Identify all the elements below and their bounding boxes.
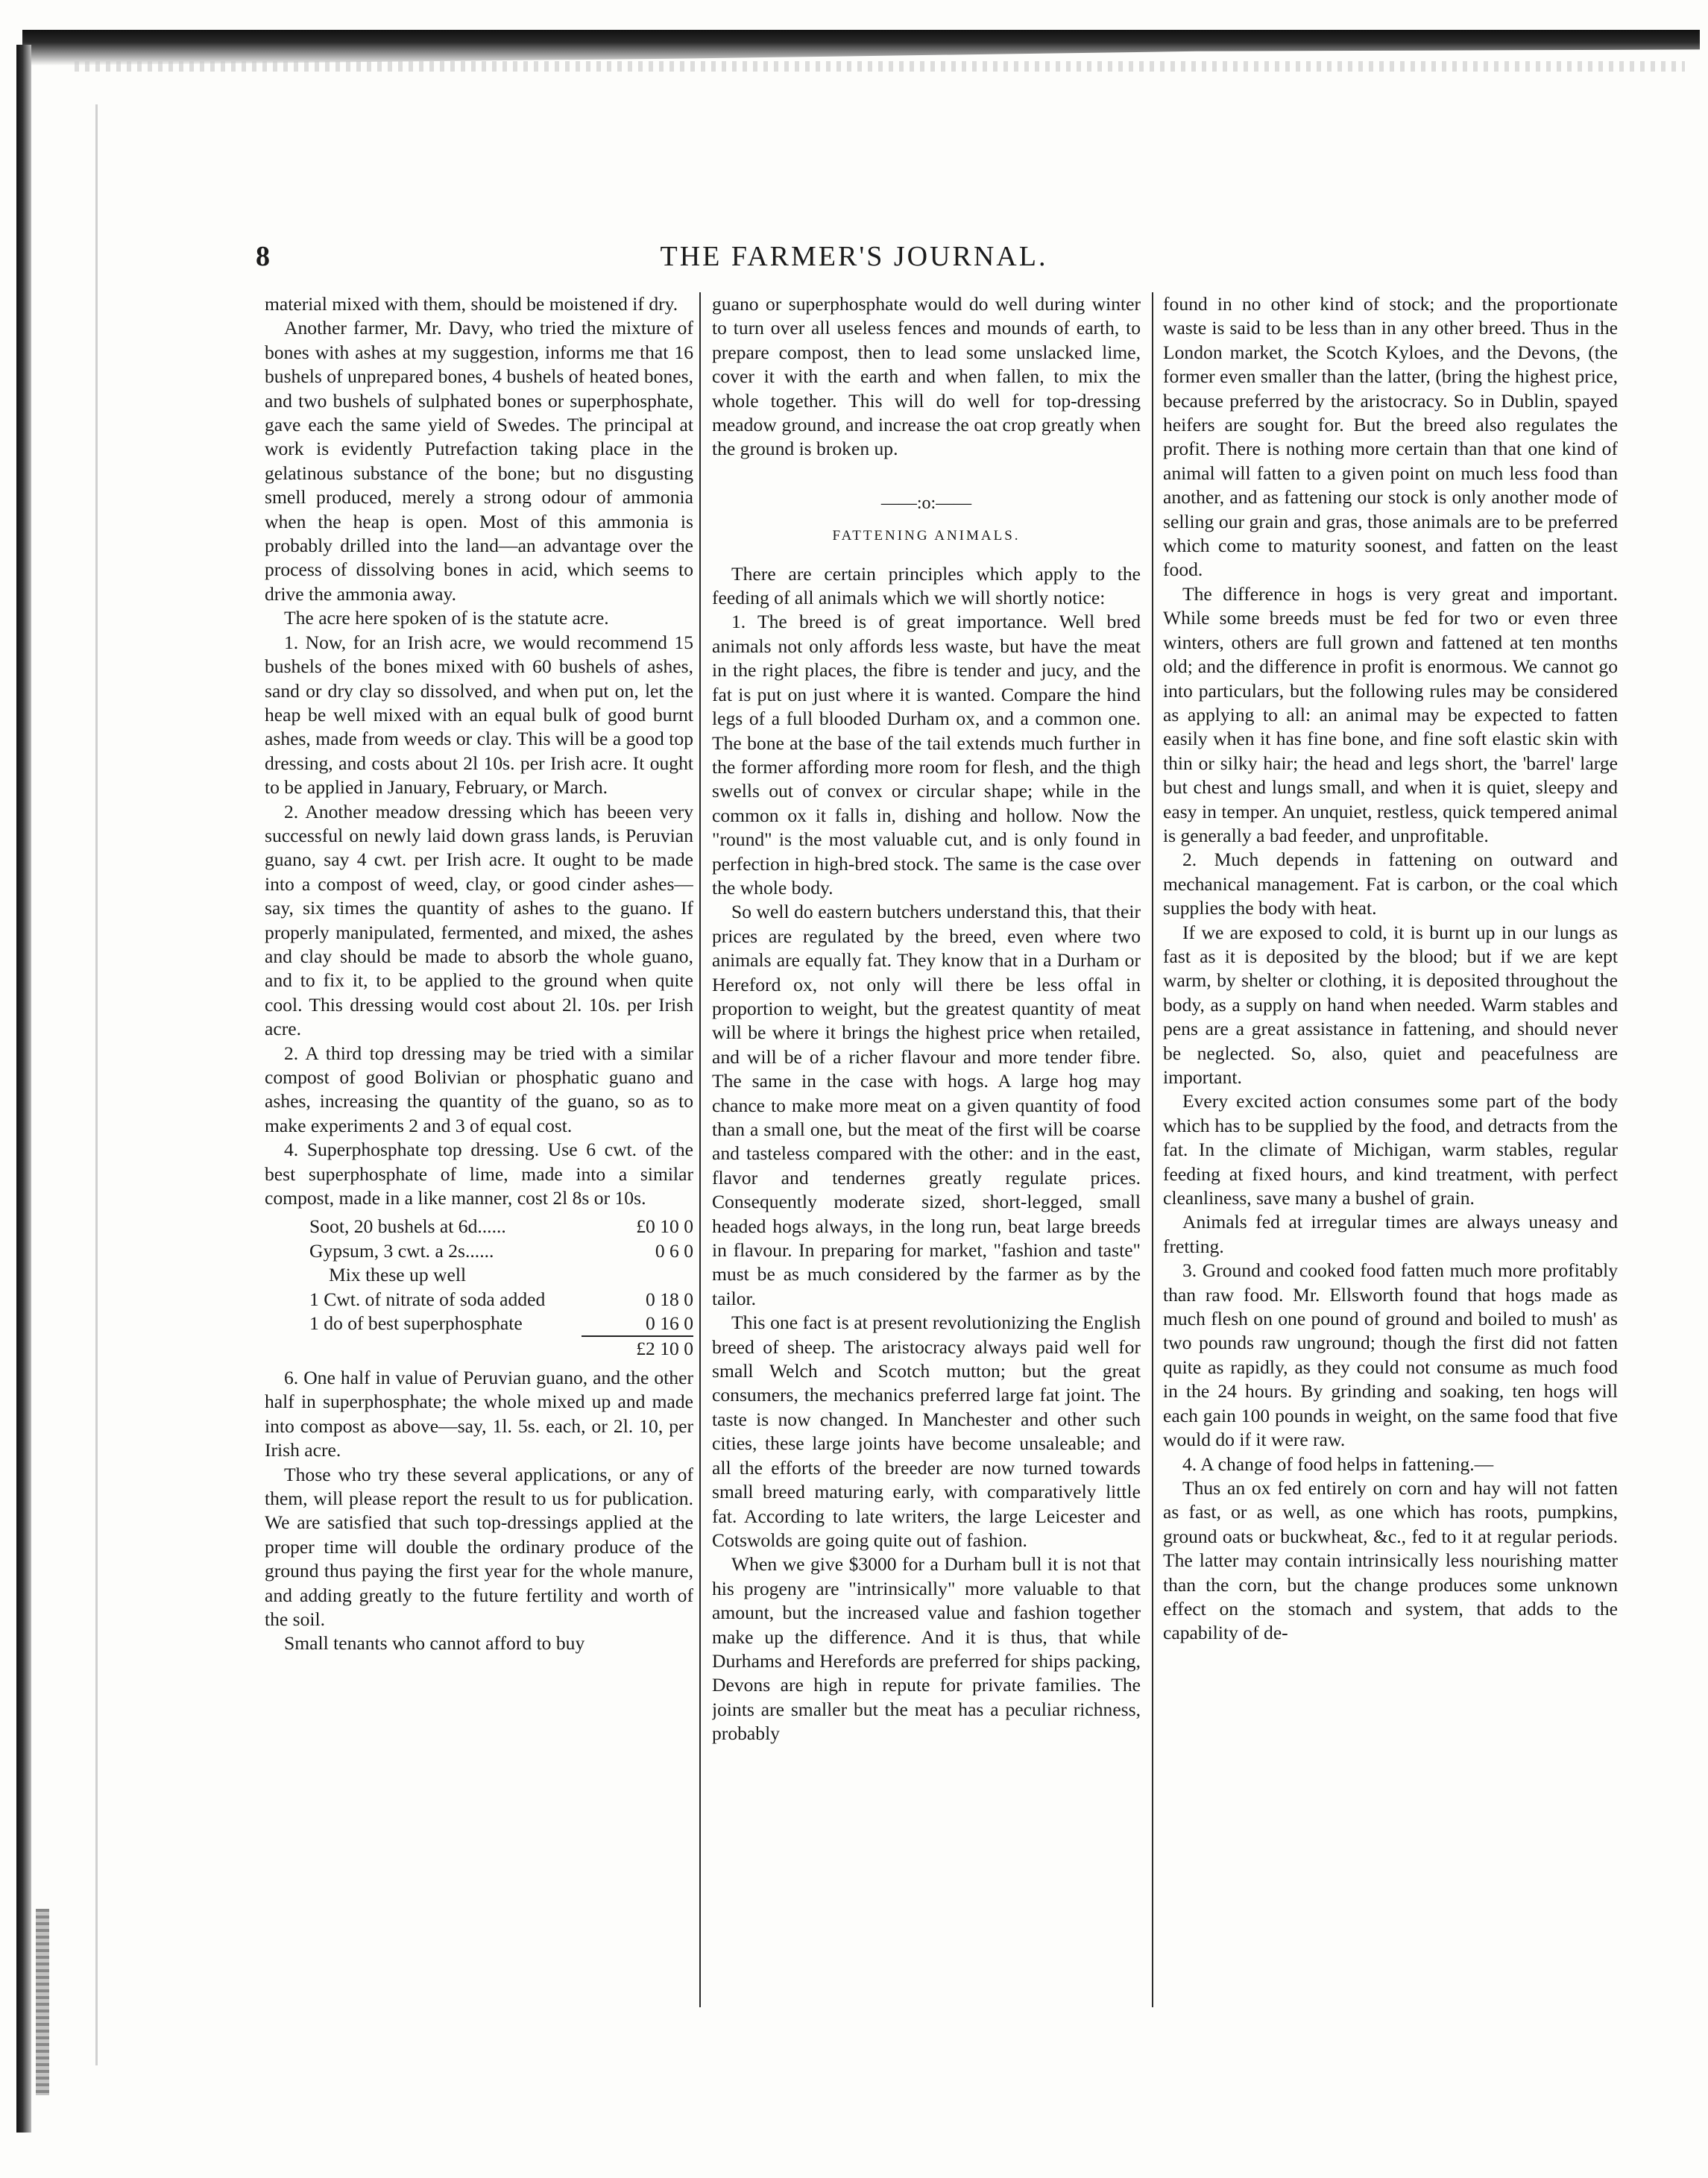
column-2 xyxy=(712,292,1141,2007)
paragraph: Another farmer, Mr. Davy, who tried the mixture of bones with ashes at my suggestion, informs me that 16 bushels of unprepared bones, 4 bushels of heated bones, and two bushels of sulphated bones or superphosphate, gave each the same yield of Swedes. The principal at work is evidently Putrefaction taking place in the gelatinous substance of the bone; but no disgusting smell produced, merely a strong odour of ammonia when the heap is open. Most of this ammonia is probably drilled into the land—an advantage over the process of dissolving bones in acid, which seems to drive the ammonia away. xyxy=(265,317,693,605)
ledger-amount: 0 18 0 xyxy=(646,1288,693,1310)
article-columns xyxy=(265,292,1640,2007)
paragraph: There are certain principles which apply to the feeding of all animals which we will shortly notice: xyxy=(712,562,1141,609)
column-3 xyxy=(1163,292,1618,2007)
paragraph: 4. Superphosphate top dressing. Use 6 cwt. of the best superphosphate of lime, made into a similar compost, made in a like manner, cost 2l 8s or 10s. xyxy=(265,1139,693,1209)
paragraph: 2. A third top dressing may be tried with a similar compost of good Bolivian or phosphatic guano and ashes, increasing the quantity of the guano, so as to make experiments 2 and 3 of equal cost. xyxy=(265,1042,693,1136)
section-heading: FATTENING ANIMALS. xyxy=(832,528,1021,544)
column-1 xyxy=(265,292,693,2007)
scan-edge-left-line xyxy=(95,104,98,2065)
paragraph: This one fact is at present revolutionizing the English breed of sheep. The aristocracy always paid well for small Welch and Scotch mutton; but the great consumers, the mechanics preferred large fat joint. The taste is now changed. In Manchester and other such cities, these large joints have become unsaleable; and all the efforts of the breeder are now turned towards small breed maturing early, with comparatively little fat. According to late writers, the large Leicester and Cotswolds are going quite out of fashion. xyxy=(712,1312,1141,1551)
scan-edge-left-band xyxy=(16,45,31,2133)
column-rule xyxy=(1152,292,1153,2007)
ledger-total-row xyxy=(309,1337,693,1361)
paragraph: 1. The breed is of great importance. Well bred animals not only affords less waste, but have the meat in the right places, the fibre is tender and jucy, and the fat is put on just where it is wanted. Compare the hind legs of a full blooded Durham ox, and a common one. The bone at the base of the tail extends much further in the former affording more room for flesh, and the thigh swells out of convex or circular shape; while in the common ox it falls in, dishing and hollow. Now the "round" is the most valuable cut, and is only found in perfection in high-bred stock. The same is the case over the whole body. xyxy=(712,611,1141,898)
running-head xyxy=(0,240,1708,277)
paragraph: So well do eastern butchers understand this, that their prices are regulated by the breed, even where two animals are equally fat. They know that in a Durham or Hereford ox, not only will there be less offal in proportion to weight, but the greatest quantity of meat will be where it brings the highest price when retailed, and will be of a richer flavour and more tender fibre. The same in the case with hogs. A large hog may chance to make more meat on a given quantity of food than a small one, but the meat of the first will be coarse and tasteless compared with the other: and in the east, flavor and tendernes greatly regulate prices. Consequently moderate sized, short-legged, small headed hogs always, in the long run, beat large breeds in flavour. In preparing for market, "fashion and taste" must be as much considered by the farmer as by the tailor. xyxy=(712,901,1141,1309)
ledger-row xyxy=(309,1288,693,1312)
section-ornament: ——:o:—— xyxy=(880,493,972,513)
ledger-item: Soot, 20 bushels at 6d...... xyxy=(309,1215,506,1238)
ledger-item: Gypsum, 3 cwt. a 2s...... xyxy=(309,1239,494,1262)
ledger-item: 1 Cwt. of nitrate of soda added xyxy=(309,1288,546,1310)
cost-ledger xyxy=(309,1215,693,1361)
paragraph: Those who try these several applications, or any of them, will please report the result to us for publication. We are satisfied that such top-dressings applied at the proper time will double the ordinary produce of the ground thus paying the first year for the whole manure, and adding greatly to the future fertility and worth of the soil. xyxy=(265,1463,693,1630)
ledger-row xyxy=(309,1239,693,1263)
ledger-amount: £0 10 0 xyxy=(636,1215,693,1238)
paragraph: Small tenants who cannot afford to buy xyxy=(284,1632,585,1655)
paragraph: 4. A change of food helps in fattening.— xyxy=(1182,1452,1494,1475)
scan-edge-noise xyxy=(75,61,1685,72)
paragraph: material mixed with them, should be moistened if dry. xyxy=(265,293,678,315)
scan-edge-left-noise xyxy=(36,1909,49,2095)
paragraph: The difference in hogs is very great and important. While some breeds must be fed for two or even three winters, others are full grown and fattened at ten months old; and the difference in profit is enormous. We cannot go into particulars, but the following rules may be considered as applying to all: an animal may be expected to fatten easily when it has fine bone, and fine soft elastic skin with thin or silky hair; the head and legs short, the 'barrel' large but chest and lungs small, and when it is quiet, sleepy and easy in temper. An unquiet, restless, quick tempered animal is generally a bad feeder, and unprofitable. xyxy=(1163,582,1618,846)
ledger-total: £2 10 0 xyxy=(636,1338,693,1360)
ledger-amount: 0 6 0 xyxy=(655,1239,693,1262)
paragraph: 1. Now, for an Irish acre, we would recommend 15 bushels of the bones mixed with 60 bushels of ashes, sand or dry clay so dissolved, and when put on, let the heap be well mixed with an equal bulk of good burnt ashes, made from weeds or clay. This will be a good top dressing, and costs about 2l 10s. per Irish acre. It ought to be applied in January, February, or March. xyxy=(265,631,693,799)
page-number: 8 xyxy=(256,241,270,272)
ledger-row xyxy=(309,1263,693,1287)
paragraph: 6. One half in value of Peruvian guano, and the other half in superphosphate; the whole mixed up and made into compost as above—say, 1l. 5s. each, or 2l. 10, per Irish acre. xyxy=(265,1366,693,1461)
paragraph: If we are exposed to cold, it is burnt up in our lungs as fast as it is deposited by the blood; but if we are kept warm, by shelter or clothing, it is deposited throughout the body, as a supply on hand when needed. Warm stables and pens are a great assistance in fattening, and should never be neglected. So, also, quiet and peacefulness are important. xyxy=(1163,921,1618,1088)
paragraph: 2. Another meadow dressing which has beeen very successful on newly laid down grass lands, is Peruvian guano, say 4 cwt. per Irish acre. It ought to be made into a compost of weed, clay, or good cinder ashes—say, six times the quantity of ashes to the guano. If properly manipulated, fermented, and mixed, the ashes and clay should be made to absorb the whole guano, and to fix it, to be applied to the ground when quite cool. This dressing would cost about 2l. 10s. per Irish acre. xyxy=(265,800,693,1040)
paragraph: 3. Ground and cooked food fatten much more profitably than raw food. Mr. Ellsworth found that hogs made as much flesh on one pound of ground and boiled to mush' as two pounds raw unground; though the first did not fatten quite as rapidly, as they could not consume as much food in the 24 hours. By grinding and soaking, ten hogs will each gain 100 pounds in weight, on the same food that five would do if it were raw. xyxy=(1163,1259,1618,1451)
column-rule xyxy=(699,292,701,2007)
ledger-item: 1 do of best superphosphate xyxy=(309,1312,523,1335)
paragraph: When we give $3000 for a Durham bull it is not that his progeny are "intrinsically" more valuable to that amount, but the increased value and fashion together make up the difference. And it is thus, that while Durhams and Herefords are preferred for ships packing, Devons are high in repute for private families. The joints are smaller but the meat has a peculiar richness, probably xyxy=(712,1553,1141,1745)
scan-edge-dark-band xyxy=(22,30,1700,66)
journal-title: THE FARMER'S JOURNAL. xyxy=(660,241,1048,272)
ledger-amount: 0 16 0 xyxy=(646,1312,693,1335)
ledger-row xyxy=(309,1215,693,1238)
paragraph: Animals fed at irregular times are always uneasy and fretting. xyxy=(1163,1211,1618,1257)
paragraph: The acre here spoken of is the statute acre. xyxy=(284,607,609,629)
paragraph: found in no other kind of stock; and the proportionate waste is said to be less than in any other breed. Thus in the London market, the Scotch Kyloes, and the Devons, (the former even smaller than the latter, (bring the highest price, because preferred by the aristocracy. So in Dublin, spayed heifers are sought for. But the breed also regulates the profit. There is nothing more certain than that one kind of animal will fatten to a given point on much less food than another, and as fattening our stock is only another mode of selling our grain and gras, those animals are to be preferred which come to maturity soonest, and fatten on the least food. xyxy=(1163,293,1618,581)
ledger-row xyxy=(309,1312,693,1335)
paragraph: 2. Much depends in fattening on outward and mechanical management. Fat is carbon, or the coal which supplies the body with heat. xyxy=(1163,849,1618,919)
paragraph: Thus an ox fed entirely on corn and hay will not fatten as fast, or as well, as one which has roots, pumpkins, ground oats or buckwheat, &c., fed to it at regular periods. The latter may contain intrinsically less nourishing matter than the corn, but the change produces some unknown effect on the stomach and system, that adds to the capability of de- xyxy=(1163,1476,1618,1644)
paragraph: guano or superphosphate would do well during winter to turn over all useless fences and mounds of earth, to prepare compost, then to lead some unslacked lime, cover it with the earth and when fallen, to mix the whole together. This will do well for top-dressing meadow ground, and increase the oat crop greatly when the ground is broken up. xyxy=(712,293,1141,460)
paragraph: Every excited action consumes some part of the body which has to be supplied by the food, and detracts from the fat. In the climate of Michigan, warm stables, regular feeding at fixed hours, and kind treatment, with perfect cleanliness, save many a bushel of grain. xyxy=(1163,1090,1618,1209)
ledger-item: Mix these up well xyxy=(329,1264,467,1286)
